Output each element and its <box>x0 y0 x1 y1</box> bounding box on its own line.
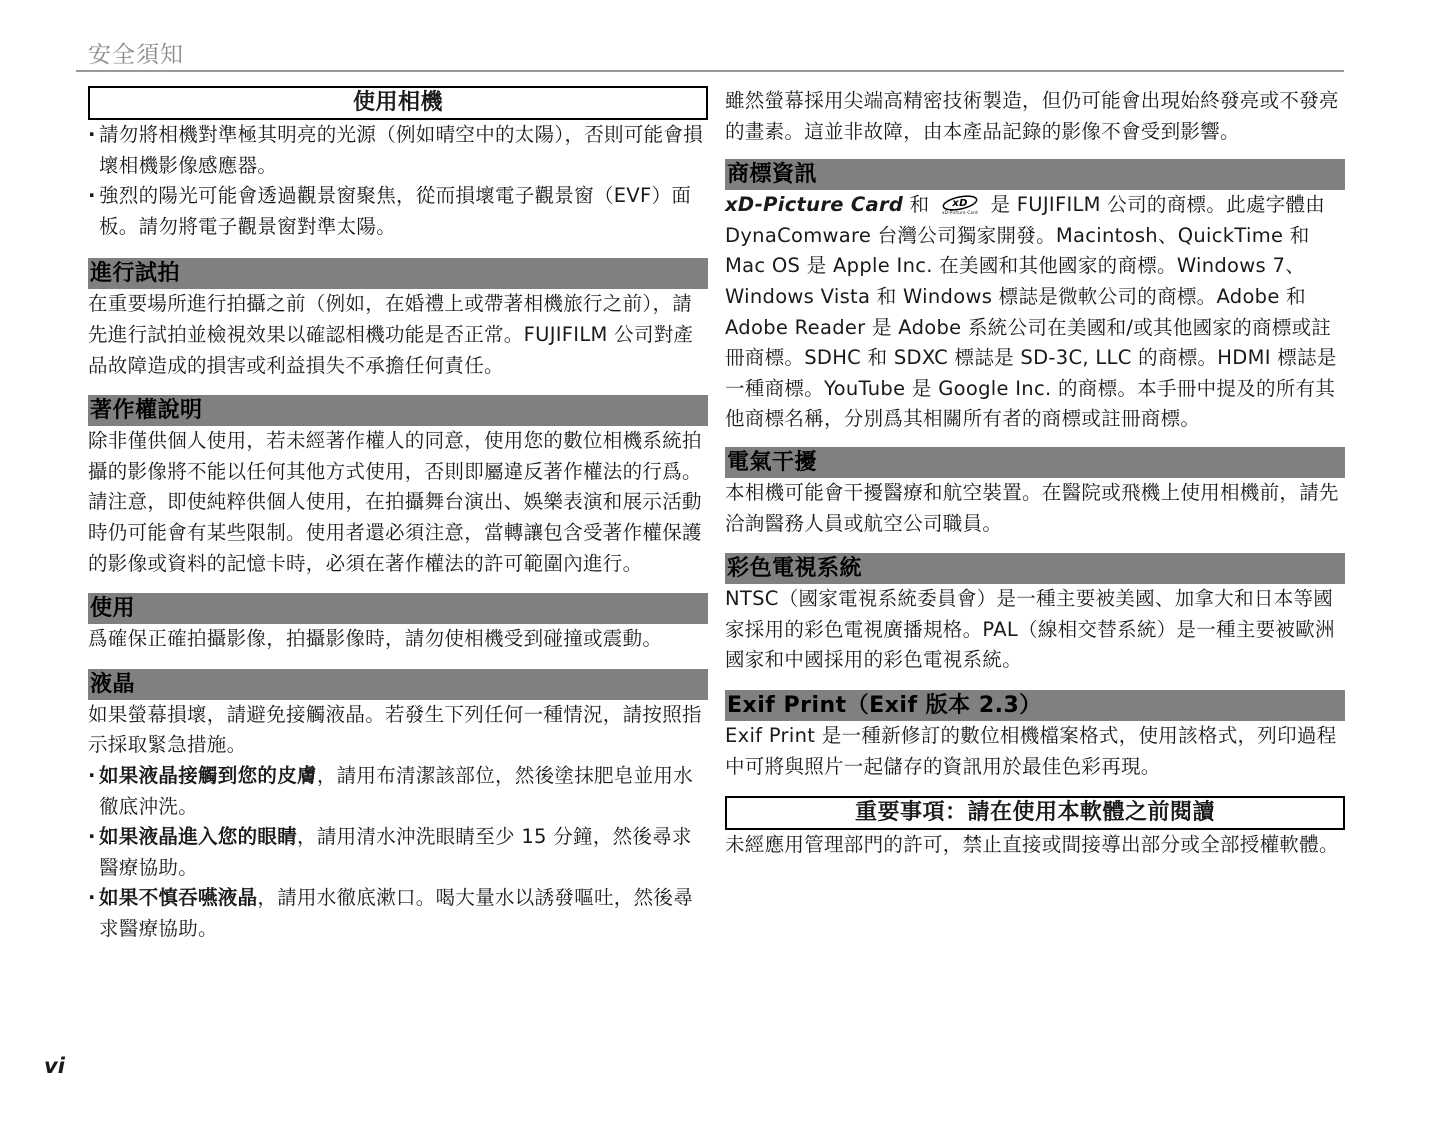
bullet-emphasis: 如果液晶進入您的眼睛 <box>99 825 298 849</box>
bullet-text <box>99 761 708 822</box>
section-body-interference: 本相機可能會干擾醫療和航空裝置。在醫院或飛機上使用相機前，請先洽詢醫務人員或航空公司職員。 <box>725 480 1339 535</box>
bullet-text: 請勿將相機對準極其明亮的光源（例如晴空中的太陽），否則可能會損壞相機影像感應器。 <box>99 123 704 177</box>
bullet-emphasis: 如果不慎吞嚥液晶 <box>99 886 258 910</box>
section-body-tv-systems: NTSC（國家電視系統委員會）是一種主要被美國、加拿大和日本等國家採用的彩色電視廣播規格。PAL（線相交替系統）是一種主要被歐洲國家和中國採用的彩色電視系統。 <box>725 587 1335 672</box>
xd-picture-card-logo-icon <box>940 193 980 215</box>
xd-logo-caption: xD-Picture Card <box>942 210 978 216</box>
trademark-text: 是 FUJIFILM 公司的商標。此處字體由 DynaComware 台灣公司獨家開發。Macintosh、QuickTime 和 Mac OS 是 Apple Inc. 在美國和其他國家的商標。Windows 7、Windows Vista 和 Windows 標誌是微軟公司的商標。Adobe 和 Adobe Reader 是 Adobe 系統公司在美國和/或其他國家的商標或註冊商標。SDHC 和 SDXC 標誌是 SD-3C, LLC 的商標。HDMI 標誌是一種商標。YouTube 是 Google Inc. 的商標。本手冊中提及的所有其他商標名稱，分別爲其相關所有者的商標或註冊商標。 <box>725 193 1337 431</box>
bullet-icon: · <box>88 763 96 787</box>
xd-picture-card-name: xD-Picture Card <box>725 193 904 217</box>
bullet-text <box>99 822 708 883</box>
section-heading-software: 重要事項：請在使用本軟體之前閱讀 <box>725 796 1345 830</box>
bullet-text: 強烈的陽光可能會透過觀景窗聚焦，從而損壞電子觀景窗（EVF）面板。請勿將電子觀景窗對準太陽。 <box>99 184 692 238</box>
section-heading-test-shots: 進行試拍 <box>88 258 708 289</box>
bullet-emphasis: 如果液晶接觸到您的皮膚 <box>99 763 317 787</box>
bullet-icon: · <box>88 123 96 146</box>
section-body-trademarks <box>725 190 1345 435</box>
section-body-test-shots: 在重要場所進行拍攝之前（例如，在婚禮上或帶著相機旅行之前），請先進行試拍並檢視效果以確認相機功能是否正常。FUJIFILM 公司對產品故障造成的損害或利益損失不承擔任何責任。 <box>88 292 694 377</box>
left-column <box>88 86 708 944</box>
section-body-use: 爲確保正確拍攝影像，拍攝影像時，請勿使相機受到碰撞或震動。 <box>88 627 663 651</box>
bullet-text <box>99 883 708 944</box>
page-number: vi <box>44 1054 65 1078</box>
section-heading-camera: 使用相機 <box>88 86 708 120</box>
bullet-rest: ，請用布清潔該部位，然後塗抹肥皂並用水徹底沖洗。 <box>99 763 694 818</box>
and-text: 和 <box>903 193 936 217</box>
right-column <box>725 86 1345 861</box>
bullet-icon: · <box>88 825 96 849</box>
bullet-icon: · <box>88 184 96 208</box>
section-heading-exif: Exif Print（Exif 版本 2.3） <box>725 690 1345 721</box>
section-body-copyright: 除非僅供個人使用，若未經著作權人的同意，使用您的數位相機系統拍攝的影像將不能以任何其他方式使用，否則即屬違反著作權法的行爲。請注意，即使純粹供個人使用，在拍攝舞台演出、娛樂表演和展示活動時仍可能會有某些限制。使用者還必須注意，當轉讓包含受著作權保護的影像或資料的記憶卡時，必須在著作權法的許可範圍內進行。 <box>88 429 702 575</box>
section-heading-use: 使用 <box>88 593 708 624</box>
section-heading-tv-systems: 彩色電視系統 <box>725 553 1345 584</box>
list-item <box>88 120 708 181</box>
list-item <box>88 883 708 944</box>
list-item <box>88 761 708 822</box>
page-header: 安全須知 <box>88 42 184 68</box>
section-heading-trademarks: 商標資訊 <box>725 159 1345 190</box>
section-heading-interference: 電氣干擾 <box>725 447 1345 478</box>
section-body-exif: Exif Print 是一種新修訂的數位相機檔案格式，使用該格式，列印過程中可將與照片一起儲存的資訊用於最佳色彩再現。 <box>725 723 1337 778</box>
bullet-icon: · <box>88 886 96 910</box>
section-heading-copyright: 著作權說明 <box>88 395 708 426</box>
list-item <box>88 181 708 242</box>
section-body-display-intro: 雖然螢幕採用尖端高精密技術製造，但仍可能會出現始終發亮或不發亮的畫素。這並非故障，由本產品記錄的影像不會受到影響。 <box>725 89 1339 143</box>
section-body-software: 未經應用管理部門的許可，禁止直接或間接導出部分或全部授權軟體。 <box>725 833 1339 857</box>
svg-text:xD: xD <box>952 198 968 210</box>
list-item <box>88 822 708 883</box>
bullet-rest: ，請用水徹底漱口。喝大量水以誘發嘔吐，然後尋求醫療協助。 <box>99 886 694 940</box>
section-body-lcd: 如果螢幕損壞，請避免接觸液晶。若發生下列任何一種情況，請按照指示採取緊急措施。 <box>88 702 702 757</box>
section-heading-lcd: 液晶 <box>88 669 708 700</box>
bullet-rest: ，請用清水沖洗眼睛至少 15 分鐘，然後尋求醫療協助。 <box>99 825 692 879</box>
header-divider <box>76 70 1344 72</box>
